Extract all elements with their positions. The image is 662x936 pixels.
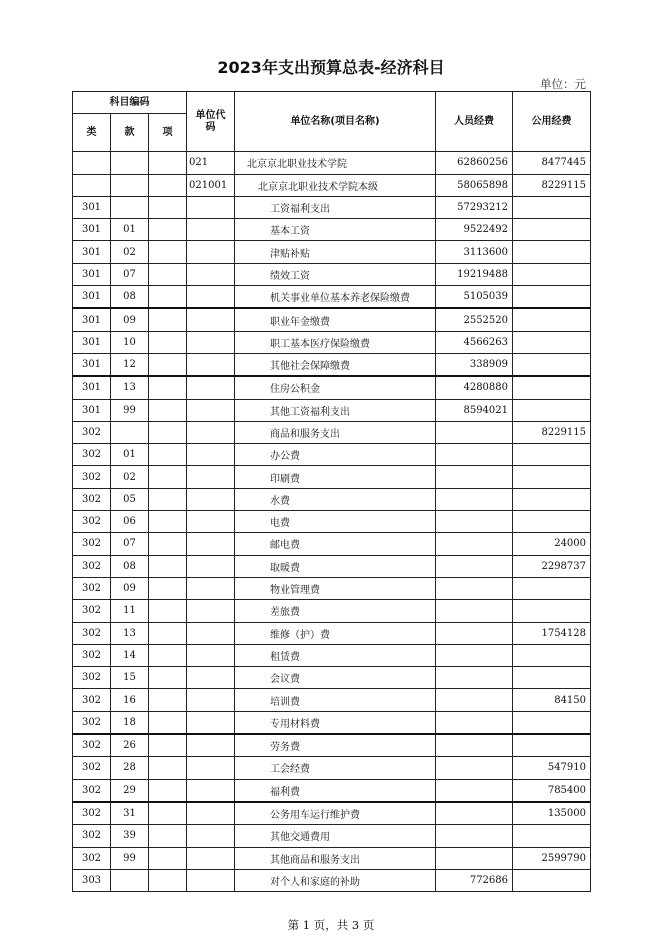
category-cell: 302 [73,421,111,443]
item-cell [149,757,187,779]
section-cell: 16 [111,689,149,711]
page-title: 2023年支出预算总表-经济科目 [217,58,445,77]
category-cell: 301 [73,331,111,353]
public-cell [513,667,591,689]
item-cell [149,825,187,847]
section-cell: 14 [111,644,149,666]
item-cell [149,466,187,488]
unit-name-cell: 职业年金缴费 [235,308,436,331]
personnel-cell [436,757,513,779]
personnel-cell [436,533,513,555]
personnel-cell [436,600,513,622]
header-personnel: 人员经费 [436,92,513,152]
section-cell: 02 [111,241,149,263]
section-cell: 13 [111,622,149,644]
unit-name-cell: 租赁费 [235,644,436,666]
public-cell [513,444,591,466]
unit-code-cell [187,533,235,555]
item-cell [149,689,187,711]
table-row [73,511,591,533]
category-cell: 302 [73,757,111,779]
personnel-cell [436,779,513,802]
unit-code-cell [187,241,235,263]
category-cell: 302 [73,644,111,666]
public-cell [513,331,591,353]
section-cell: 28 [111,757,149,779]
unit-name-cell: 其他工资福利支出 [235,399,436,421]
item-cell [149,511,187,533]
category-cell: 303 [73,869,111,891]
unit-code-cell [187,802,235,825]
unit-name-cell: 公务用车运行维护费 [235,802,436,825]
item-cell [149,869,187,891]
section-cell: 02 [111,466,149,488]
unit-code-cell [187,219,235,241]
category-cell: 302 [73,444,111,466]
table-row [73,577,591,599]
table-row [73,421,591,443]
personnel-cell: 3113600 [436,241,513,263]
table-row [73,600,591,622]
item-cell [149,444,187,466]
section-cell: 07 [111,263,149,285]
category-cell: 301 [73,219,111,241]
section-cell: 01 [111,219,149,241]
personnel-cell [436,689,513,711]
category-cell: 302 [73,511,111,533]
table-row [73,241,591,263]
unit-name-cell: 专用材料费 [235,711,436,734]
public-cell [513,869,591,891]
public-cell [513,376,591,399]
section-cell: 99 [111,847,149,869]
unit-name-cell: 物业管理费 [235,577,436,599]
personnel-cell [436,488,513,510]
public-cell [513,286,591,309]
budget-table [72,91,591,892]
unit-code-cell [187,308,235,331]
section-cell: 39 [111,825,149,847]
item-cell [149,533,187,555]
public-cell: 1754128 [513,622,591,644]
table-row [73,689,591,711]
section-cell: 06 [111,511,149,533]
category-cell: 301 [73,241,111,263]
section-cell: 09 [111,308,149,331]
section-cell: 08 [111,286,149,309]
item-cell [149,488,187,510]
public-cell [513,577,591,599]
public-cell [513,488,591,510]
unit-code-cell [187,869,235,891]
table-row [73,196,591,218]
item-cell [149,779,187,802]
public-cell [513,825,591,847]
unit-name-cell: 北京京北职业技术学院本级 [235,174,436,196]
item-cell [149,308,187,331]
unit-code-cell [187,622,235,644]
personnel-cell: 338909 [436,353,513,376]
table-row [73,263,591,285]
unit-name-cell: 绩效工资 [235,263,436,285]
public-cell: 2599790 [513,847,591,869]
unit-name-cell: 住房公积金 [235,376,436,399]
unit-name-cell: 北京京北职业技术学院 [235,152,436,174]
unit-code-cell [187,734,235,757]
unit-name-cell: 工会经费 [235,757,436,779]
public-cell: 2298737 [513,555,591,577]
section-cell: 08 [111,555,149,577]
unit-code-cell [187,353,235,376]
personnel-cell [436,711,513,734]
public-cell [513,241,591,263]
item-cell [149,555,187,577]
category-cell: 302 [73,779,111,802]
section-cell: 05 [111,488,149,510]
public-cell [513,644,591,666]
item-cell [149,353,187,376]
unit-code-cell [187,421,235,443]
item-cell [149,600,187,622]
item-cell [149,196,187,218]
section-cell: 29 [111,779,149,802]
category-cell: 302 [73,577,111,599]
unit-code-cell [187,376,235,399]
unit-name-cell: 津贴补贴 [235,241,436,263]
personnel-cell: 4280880 [436,376,513,399]
item-cell [149,399,187,421]
public-cell: 84150 [513,689,591,711]
personnel-cell: 62860256 [436,152,513,174]
unit-name-cell: 差旅费 [235,600,436,622]
category-cell: 301 [73,353,111,376]
unit-code-cell [187,555,235,577]
table-row [73,825,591,847]
unit-code-cell: 021 [187,152,235,174]
section-cell: 99 [111,399,149,421]
category-cell: 301 [73,399,111,421]
table-row [73,644,591,666]
section-cell: 31 [111,802,149,825]
item-cell [149,711,187,734]
category-cell: 301 [73,376,111,399]
header-unit-code: 单位代码 [187,92,235,152]
table-row [73,152,591,174]
unit-code-cell [187,711,235,734]
personnel-cell: 58065898 [436,174,513,196]
category-cell: 302 [73,711,111,734]
category-cell: 301 [73,196,111,218]
unit-code-cell [187,779,235,802]
personnel-cell [436,825,513,847]
section-cell: 01 [111,444,149,466]
section-cell: 15 [111,667,149,689]
header-section: 款 [111,114,149,152]
personnel-cell: 19219488 [436,263,513,285]
item-cell [149,577,187,599]
table-row [73,488,591,510]
header-category: 类 [73,114,111,152]
unit-code-cell [187,466,235,488]
category-cell: 302 [73,622,111,644]
public-cell [513,600,591,622]
item-cell [149,219,187,241]
header-unit-name: 单位名称(项目名称) [235,92,436,152]
section-cell: 26 [111,734,149,757]
table-row [73,174,591,196]
table-row [73,353,591,376]
public-cell: 785400 [513,779,591,802]
category-cell: 301 [73,263,111,285]
personnel-cell [436,511,513,533]
item-cell [149,174,187,196]
category-cell [73,174,111,196]
table-row [73,667,591,689]
section-cell [111,421,149,443]
unit-name-cell: 邮电费 [235,533,436,555]
item-cell [149,802,187,825]
unit-name-cell: 工资福利支出 [235,196,436,218]
personnel-cell [436,444,513,466]
unit-code-cell: 021001 [187,174,235,196]
table-row [73,734,591,757]
unit-name-cell: 劳务费 [235,734,436,757]
table-row [73,331,591,353]
personnel-cell: 4566263 [436,331,513,353]
unit-name-cell: 商品和服务支出 [235,421,436,443]
unit-name-cell: 其他交通费用 [235,825,436,847]
category-cell: 302 [73,802,111,825]
public-cell [513,353,591,376]
unit-code-cell [187,847,235,869]
unit-code-cell [187,444,235,466]
unit-code-cell [187,600,235,622]
page-footer: 第 1 页，共 3 页 [287,918,375,932]
unit-name-cell: 对个人和家庭的补助 [235,869,436,891]
public-cell: 8477445 [513,152,591,174]
section-cell: 12 [111,353,149,376]
table-row [73,555,591,577]
item-cell [149,421,187,443]
item-cell [149,622,187,644]
item-cell [149,263,187,285]
table-row [73,399,591,421]
personnel-cell: 57293212 [436,196,513,218]
unit-code-cell [187,511,235,533]
item-cell [149,734,187,757]
unit-name-cell: 培训费 [235,689,436,711]
unit-code-cell [187,757,235,779]
personnel-cell [436,734,513,757]
personnel-cell [436,577,513,599]
table-row [73,308,591,331]
unit-code-cell [187,577,235,599]
section-cell [111,174,149,196]
personnel-cell: 9522492 [436,219,513,241]
table-row [73,757,591,779]
item-cell [149,644,187,666]
category-cell: 302 [73,825,111,847]
public-cell [513,399,591,421]
category-cell: 302 [73,847,111,869]
category-cell: 302 [73,488,111,510]
personnel-cell [436,555,513,577]
personnel-cell [436,622,513,644]
personnel-cell: 772686 [436,869,513,891]
section-cell: 10 [111,331,149,353]
table-row [73,286,591,309]
public-cell: 24000 [513,533,591,555]
unit-name-cell: 取暖费 [235,555,436,577]
unit-name-cell: 会议费 [235,667,436,689]
table-row [73,622,591,644]
item-cell [149,667,187,689]
unit-name-cell: 基本工资 [235,219,436,241]
item-cell [149,331,187,353]
public-cell [513,711,591,734]
table-row [73,466,591,488]
public-cell [513,466,591,488]
public-cell [513,196,591,218]
public-cell [513,263,591,285]
unit-code-cell [187,488,235,510]
category-cell: 302 [73,466,111,488]
unit-label: 单位：元 [540,77,586,91]
personnel-cell [436,466,513,488]
section-cell: 18 [111,711,149,734]
public-cell: 8229115 [513,174,591,196]
category-cell: 301 [73,286,111,309]
unit-code-cell [187,667,235,689]
unit-code-cell [187,286,235,309]
personnel-cell: 2552520 [436,308,513,331]
category-cell: 302 [73,734,111,757]
section-cell [111,869,149,891]
unit-code-cell [187,263,235,285]
header-item: 项 [149,114,187,152]
personnel-cell [436,802,513,825]
unit-code-cell [187,689,235,711]
unit-name-cell: 职工基本医疗保险缴费 [235,331,436,353]
unit-name-cell: 福利费 [235,779,436,802]
header-public: 公用经费 [513,92,591,152]
table-row [73,779,591,802]
unit-name-cell: 印刷费 [235,466,436,488]
section-cell: 13 [111,376,149,399]
category-cell: 302 [73,600,111,622]
personnel-cell: 8594021 [436,399,513,421]
unit-name-cell: 机关事业单位基本养老保险缴费 [235,286,436,309]
item-cell [149,847,187,869]
public-cell [513,308,591,331]
item-cell [149,152,187,174]
public-cell: 547910 [513,757,591,779]
item-cell [149,376,187,399]
category-cell: 301 [73,308,111,331]
table-row [73,802,591,825]
section-cell [111,196,149,218]
category-cell: 302 [73,689,111,711]
unit-name-cell: 其他社会保障缴费 [235,353,436,376]
personnel-cell [436,847,513,869]
personnel-cell [436,644,513,666]
table-row [73,376,591,399]
unit-code-cell [187,399,235,421]
table-row [73,869,591,891]
table-row [73,444,591,466]
category-cell [73,152,111,174]
category-cell: 302 [73,533,111,555]
category-cell: 302 [73,555,111,577]
personnel-cell [436,667,513,689]
public-cell [513,511,591,533]
personnel-cell [436,421,513,443]
unit-name-cell: 电费 [235,511,436,533]
unit-name-cell: 办公费 [235,444,436,466]
table-row [73,219,591,241]
section-cell: 09 [111,577,149,599]
public-cell: 135000 [513,802,591,825]
section-cell [111,152,149,174]
public-cell [513,219,591,241]
unit-code-cell [187,825,235,847]
unit-name-cell: 维修（护）费 [235,622,436,644]
category-cell: 302 [73,667,111,689]
personnel-cell: 5105039 [436,286,513,309]
unit-name-cell: 其他商品和服务支出 [235,847,436,869]
unit-code-cell [187,644,235,666]
unit-code-cell [187,196,235,218]
unit-code-cell [187,331,235,353]
section-cell: 07 [111,533,149,555]
table-row [73,711,591,734]
table-row [73,533,591,555]
table-row [73,847,591,869]
public-cell [513,734,591,757]
header-subject-code: 科目编码 [73,92,187,114]
public-cell: 8229115 [513,421,591,443]
item-cell [149,241,187,263]
item-cell [149,286,187,309]
section-cell: 11 [111,600,149,622]
unit-name-cell: 水费 [235,488,436,510]
